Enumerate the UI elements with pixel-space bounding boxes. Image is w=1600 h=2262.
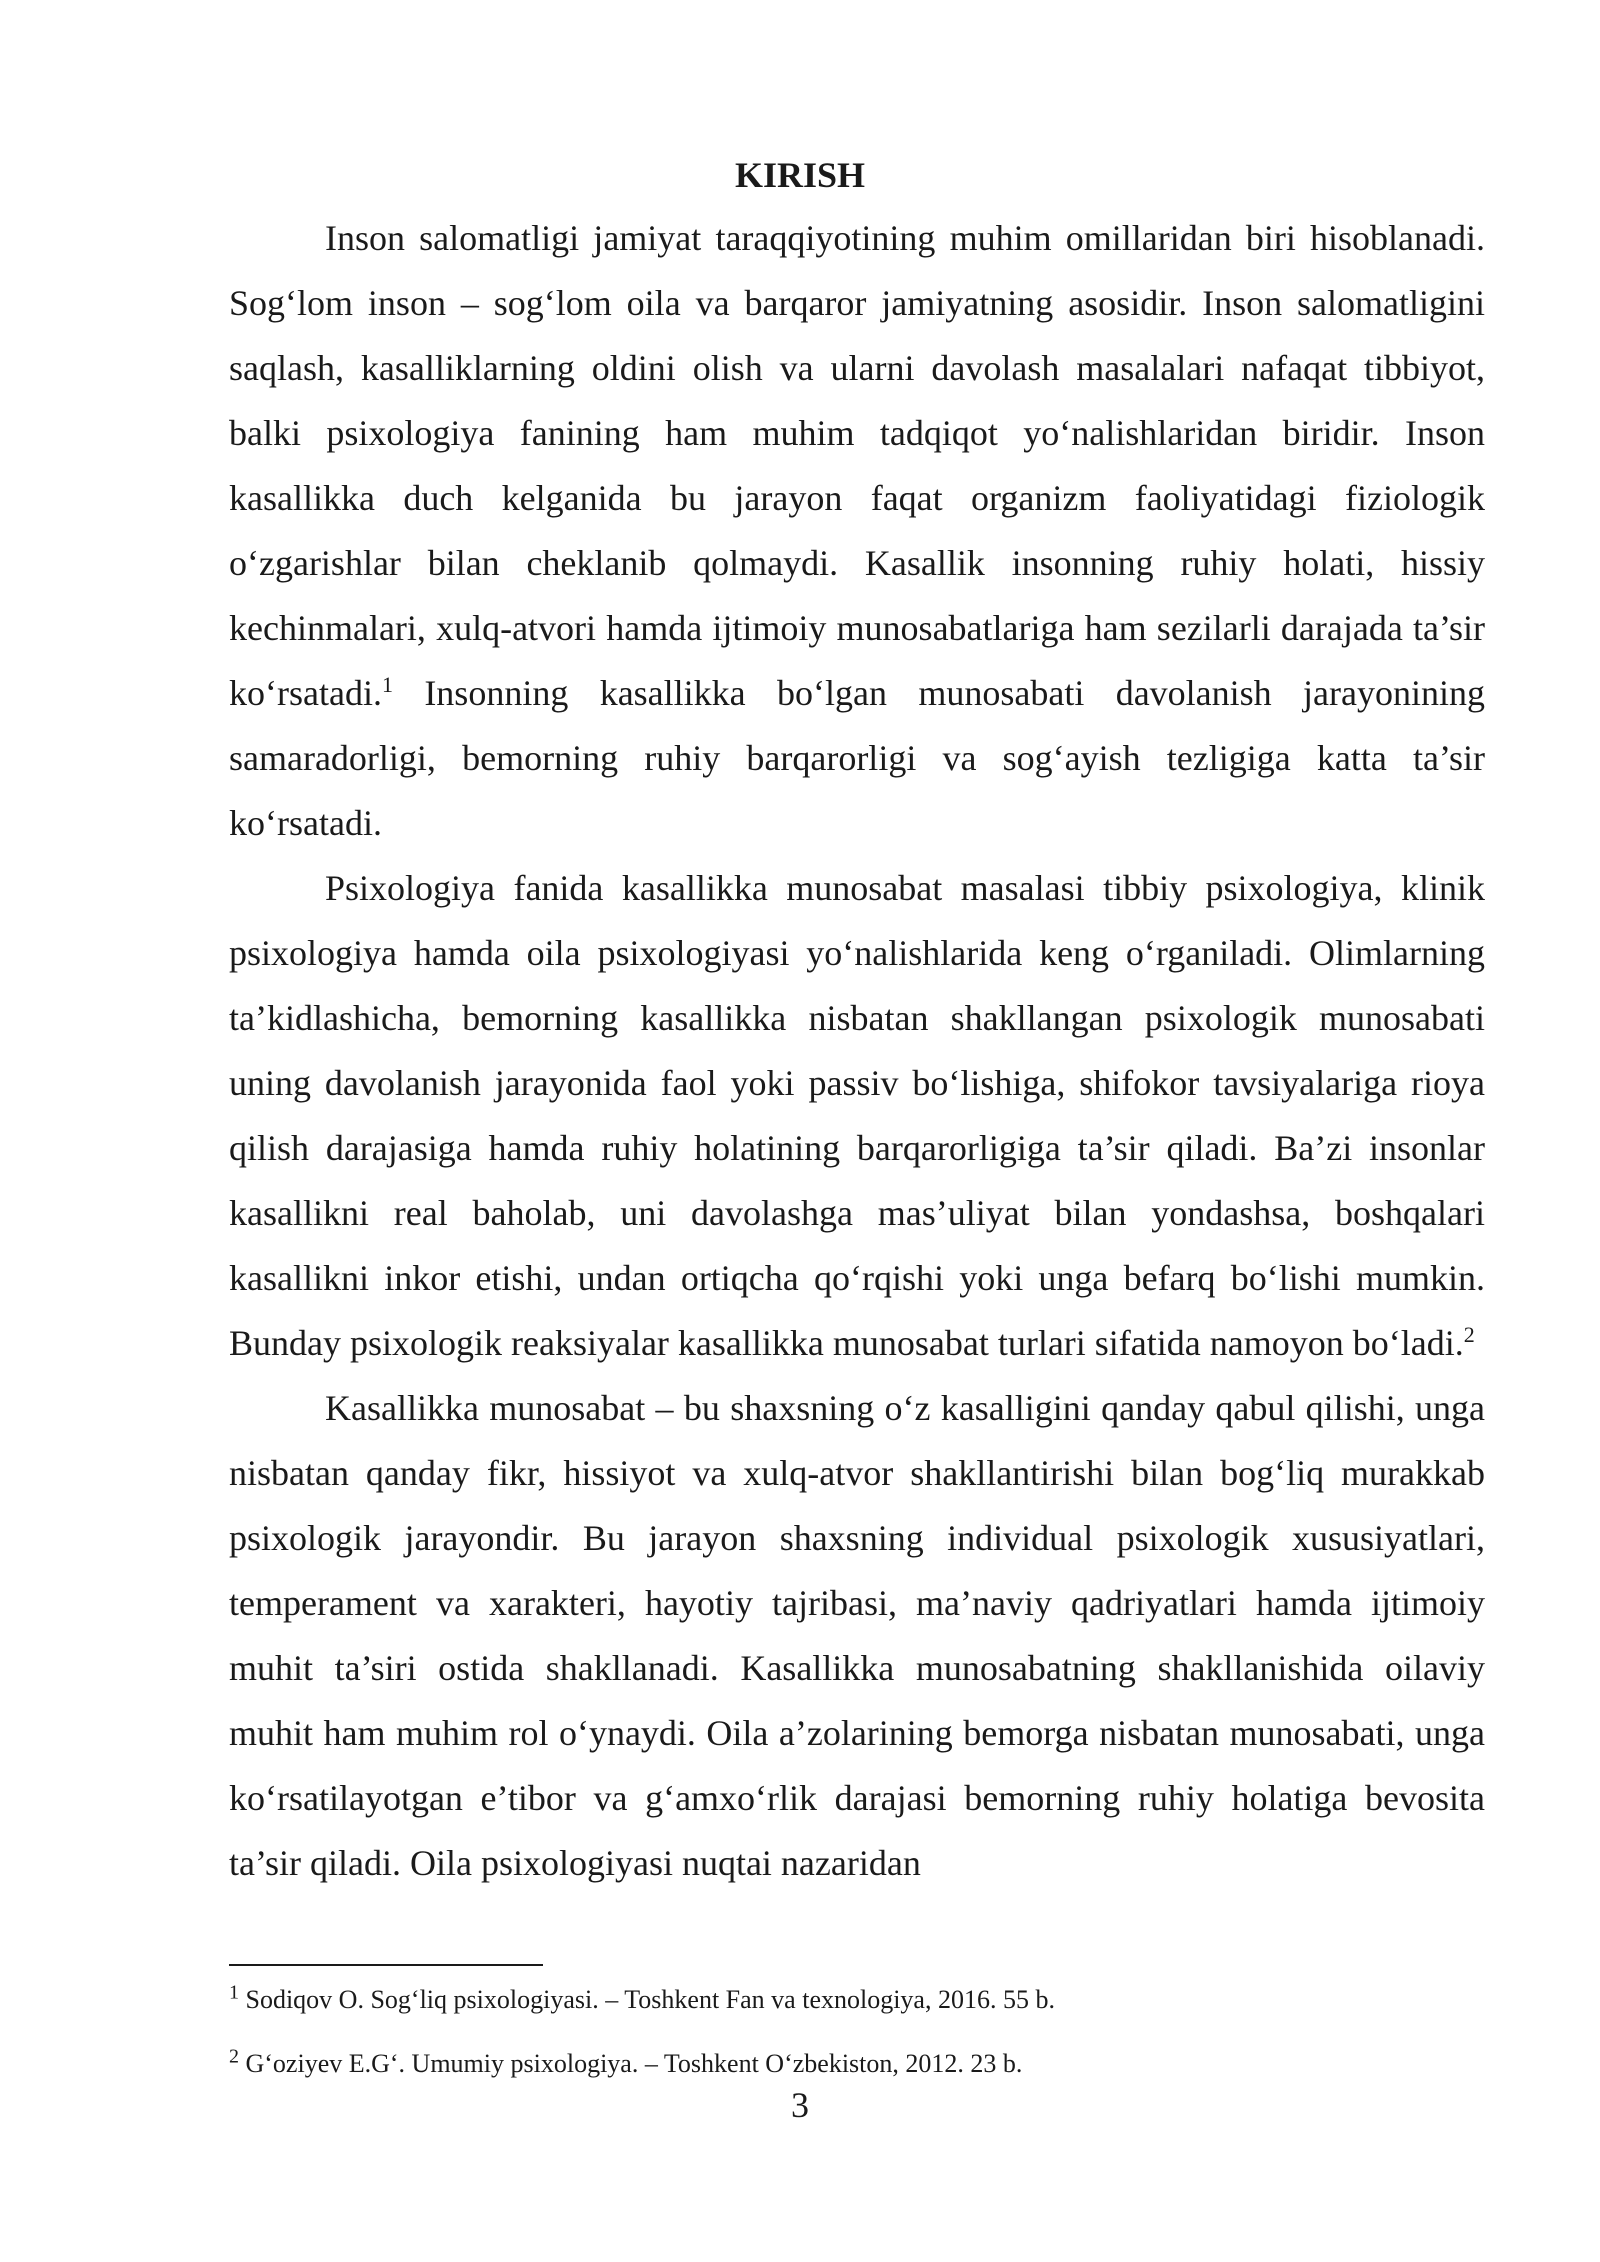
- footnote-text: Sodiqov O. Sog‘liq psixologiyasi. – Toshkent Fan va texnologiya, 2016. 55 b.: [239, 1985, 1055, 2014]
- page-number: 3: [791, 2085, 809, 2125]
- footnote-reference-1[interactable]: 1: [381, 672, 393, 697]
- footnote-text: G‘oziyev E.G‘. Umumiy psixologiya. – Toshkent O‘zbekiston, 2012. 23 b.: [239, 2049, 1023, 2078]
- body-text: [229, 206, 1485, 1896]
- paragraph-text: Kasallikka munosabat – bu shaxsning o‘z kasalligini qanday qabul qilishi, unga nisbatan qanday fikr, hissiyot va xulq-atvor shakllantirishi bilan bog‘liq murakkab psixologik jarayondir. Bu jarayon shaxsning individual psixologik xususiyatlari, temperament va xarakteri, hayotiy tajribasi, ma’naviy qadriyatlari hamda ijtimoiy muhit ta’siri ostida shakllanadi. Kasallikka munosabatning shakllanishida oilaviy muhit ham muhim rol o‘ynaydi. Oila a’zolarining bemorga nisbatan munosabati, unga ko‘rsatilayotgan e’tibor va g‘amxo‘rlik darajasi bemorning ruhiy holatiga bevosita ta’sir qiladi. Oila psixologiyasi nuqtai nazaridan: [229, 1388, 1485, 1883]
- footnote-1: [229, 1983, 1485, 2017]
- footnote-2: [229, 2047, 1485, 2081]
- footnote-marker-1: 1: [229, 1981, 239, 2004]
- paragraph-1: [229, 206, 1485, 856]
- paragraph-text: Insonning kasallikka bo‘lgan munosabati davolanish jarayonining samaradorligi, bemorning ruhiy barqarorligi va sog‘ayish tezligiga katta ta’sir ko‘rsatadi.: [229, 673, 1485, 843]
- paragraph-2: [229, 856, 1485, 1376]
- footnote-marker-2: 2: [229, 2045, 239, 2068]
- section-title: KIRISH: [734, 155, 866, 195]
- paragraph-text: Inson salomatligi jamiyat taraqqiyotining muhim omillaridan biri hisoblanadi. Sog‘lom inson – sog‘lom oila va barqaror jamiyatning asosidir. Inson salomatligini saqlash, kasalliklarning oldini olish va ularni davolash masalalari nafaqat tibbiyot, balki psixologiya fanining ham muhim tadqiqot yo‘nalishlaridan biridir. Inson kasallikka duch kelganida bu jarayon faqat organizm faoliyatidagi fiziologik o‘zgarishlar bilan cheklanib qolmaydi. Kasallik insonning ruhiy holati, hissiy kechinmalari, xulq-atvori hamda ijtimoiy munosabatlariga ham sezilarli darajada ta’sir ko‘rsatadi.: [229, 218, 1485, 713]
- paragraph-text: Psixologiya fanida kasallikka munosabat masalasi tibbiy psixologiya, klinik psixologiya hamda oila psixologiyasi yo‘nalishlarida keng o‘rganiladi. Olimlarning ta’kidlashicha, bemorning kasallikka nisbatan shakllangan psixologik munosabati uning davolanish jarayonida faol yoki passiv bo‘lishiga, shifokor tavsiyalariga rioya qilish darajasiga hamda ruhiy holatining barqarorligiga ta’sir qiladi. Ba’zi insonlar kasallikni real baholab, uni davolashga mas’uliyat bilan yondashsa, boshqalari kasallikni inkor etishi, undan ortiqcha qo‘rqishi yoki unga befarq bo‘lishi mumkin. Bunday psixologik reaksiyalar kasallikka munosabat turlari sifatida namoyon bo‘ladi.: [229, 868, 1485, 1363]
- footnote-separator: [229, 1964, 543, 1966]
- paragraph-3: [229, 1376, 1485, 1896]
- footnote-reference-2[interactable]: 2: [1463, 1322, 1475, 1347]
